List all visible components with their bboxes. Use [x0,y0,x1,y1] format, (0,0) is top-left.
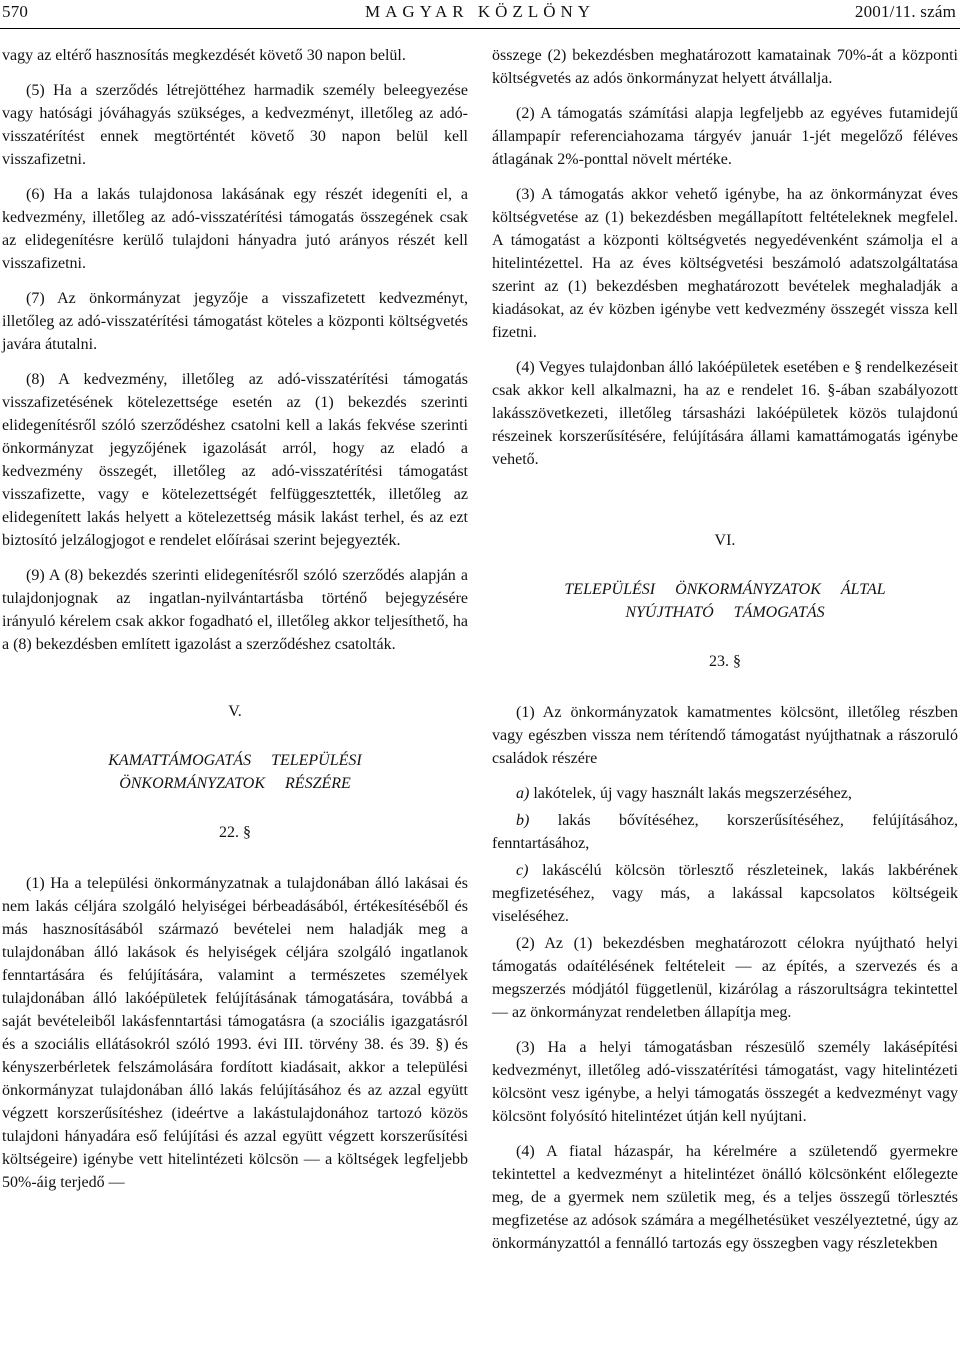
item-letter: b) [516,812,530,829]
list-item-b [492,809,958,855]
paragraph-21-9: (9) A (8) bekezdés szerinti elidegenítésről szóló szerződés alapján a tulajdonjognak az ingatlan-nyilvántartásba történő bejegyzésére irányuló kérelem csak akkor fogadható el, illetőleg akkor teljesíthető, ha a (8) bekezdésben említett igazolást a szerződéshez csatolták. [2,567,468,653]
list-item-c [492,859,958,928]
left-column [2,44,468,1206]
section-title-line: ÖNKORMÁNYZATOK RÉSZÉRE [119,775,351,792]
item-letter: a) [516,785,530,802]
item-text: lakáscélú kölcsön törlesztő részleteinek, lakás lakbérének megfizetéséhez, vagy más, a lakással kapcsolatos költségeik viseléséhez. [492,862,959,925]
item-text: lakótelek, új vagy használt lakás megszerzéséhez, [533,785,852,802]
journal-title: MAGYAR KÖZLÖNY [364,2,596,21]
right-column [492,44,958,1267]
page-header [0,2,960,28]
paragraph-22-4: (4) Vegyes tulajdonban álló lakóépületek esetében e § rendelkezéseit csak akkor kell alkalmazni, ha az e rendelet 16. §-ában szabályozott lakásszövetkezeti, illetőleg társasházi lakóépületek közös tulajdonú részeinek korszerűsítésére, felújítására állami kamattámogatás igénybe vehető. [492,359,958,468]
paragraph-21-5: (5) Ha a szerződés létrejöttéhez harmadik személy beleegyezése vagy hatósági jóváhagyás szükséges, a kedvezményt, illetőleg az adó-visszatérítést ennek megtörténtét követő 30 napon belül kell visszafizetni. [2,82,468,168]
item-letter: c) [516,862,529,879]
paragraph-number-22: 22. § [219,824,251,841]
paragraph-23-4: (4) A fiatal házaspár, ha kérelmére a születendő gyermekre tekintettel a kedvezményt a hitelintézet önálló kölcsönként előlegezte meg, de a gyermek nem születik meg, és a teljes összegű törlesztés megfizetése az adósok számára a megélhetésüket veszélyeztetné, úgy az önkormányzattól a fennálló tartozás egy összegben vagy részletekben [492,1143,958,1252]
paragraph-23-1: (1) Az önkormányzatok kamatmentes kölcsönt, illetőleg részben vagy egészben vissza nem térítendő támogatást nyújthatnak a rászoruló családok részére [492,704,958,767]
paragraph-21-8: (8) A kedvezmény, illetőleg az adó-visszatérítési támogatás visszafizetésének kötelezettsége esetén az (1) bekezdés szerinti elidegenítésről szóló szerződéshez csatolni kell a lakás fekvése szerinti önkormányzat jegyzőjének igazolását arról, hogy az eladó a kedvezmény összegét, illetőleg az adó-visszatérítési támogatást visszafizette, vagy e kötelezettségét felfüggesztették, illetőleg az elidegenített lakás helyett a kötelezettség másik lakást terhel, és az ezt biztosító jelzálogjogot e rendelet előírásai szerint bejegyezték. [2,371,468,549]
item-text: lakás bővítéséhez, korszerűsítéséhez, felújításához, fenntartásához, [492,812,958,852]
paragraph-continuation: összege (2) bekezdésben meghatározott kamatainak 70%-át a központi költségvetés az adós önkormányzat helyett átvállalja. [492,47,958,87]
paragraph-21-7: (7) Az önkormányzat jegyzője a visszafizetett kedvezményt, illetőleg az adó-visszatérítési támogatást köteles a központi költségvetés javára átutalni. [2,290,468,353]
paragraph-number-23: 23. § [709,653,741,670]
page-number: 570 [2,2,29,21]
paragraph-22-1: (1) Ha a települési önkormányzatnak a tulajdonában álló lakásai és nem lakás céljára szolgáló helyiségei bérbeadásából, értékesítéséből és más hasznosításából származó bevételei nem haladják meg a tulajdonában álló lakások és helyiségek céljára szolgáló ingatlanok fenntartására és felújítására, valamint a természetes személyek tulajdonában álló lakóépületek felújításának támogatására, továbbá a saját bevételeiből lakásfenntartási támogatásra (a szociális igazgatásról és a szociális ellátásokról szóló 1993. évi III. törvény 38. és 39. §) és kényszerbérletek felszámolására fordított kiadásait, akkor a települési önkormányzat tulajdonában álló lakás felújításához és az azzal együtt végzett korszerűsítéshez (ideértve a lakástulajdonához tartozó közös tulajdoni hányadára eső felújítási és azzal együtt végzett korszerűsítési költségeire) igénybe vett hitelintézeti kölcsön — a költségek legfeljebb 50%-áig terjedő — [2,875,468,1191]
list-item-a [492,782,958,805]
section-title-line: KAMATTÁMOGATÁS TELEPÜLÉSI [108,752,362,769]
section-title-line: NYÚJTHATÓ TÁMOGATÁS [625,604,825,621]
section-title-line: TELEPÜLÉSI ÖNKORMÁNYZATOK ÁLTAL [564,581,886,598]
paragraph-22-2: (2) A támogatás számítási alapja legfeljebb az egyéves futamidejű állampapír referenciahozama tárgyév január 1-jét megelőző féléves átlagának 2%-ponttal növelt mértéke. [492,105,958,168]
section-title-v [2,749,468,795]
issue-number: 2001/11. szám [854,2,956,21]
paragraph-22-3: (3) A támogatás akkor vehető igénybe, ha az önkormányzat éves költségvetése az (1) bekezdésben megállapított feltételeknek megfelel. A támogatást a központi költségvetés negyedévenként számolja el a hitelintézettel. Ha az éves költségvetési beszámoló adatszolgáltatása szerint az (1) bekezdésben meghatározott bevételek meghaladják a kiadásokat, az év közben igénybe vett kedvezmény összegét vissza kell fizetni. [492,186,958,341]
section-number-vi: VI. [714,532,736,549]
paragraph-21-6: (6) Ha a lakás tulajdonosa lakásának egy részét idegeníti el, a kedvezmény, illetőleg az adó-visszatérítési támogatás összegének csak az elidegenítésre kerülő tulajdoni hányadra jutó arányos részét kell visszafizetni. [2,186,468,272]
paragraph-23-3: (3) Ha a helyi támogatásban részesülő személy lakásépítési kedvezményt, illetőleg adó-visszatérítési támogatást, vagy hitelintézeti kölcsönt vesz igénybe, a helyi támogatás összegét a kedvezményt vagy kölcsönt folyósító hitelintézet útján kell nyújtani. [492,1039,958,1125]
header-rule [0,28,960,29]
section-number-v: V. [228,703,242,720]
paragraph-continuation: vagy az eltérő hasznosítás megkezdését követő 30 napon belül. [2,47,406,64]
section-title-vi [492,578,958,624]
paragraph-23-2: (2) Az (1) bekezdésben meghatározott célokra nyújtható helyi támogatás odaítélésének feltételeit — az építés, a szervezés és a megszerzés módjától függetlenül, kizárólag a rászorultságra tekintettel — az önkormányzat rendeletben állapítja meg. [492,935,958,1021]
